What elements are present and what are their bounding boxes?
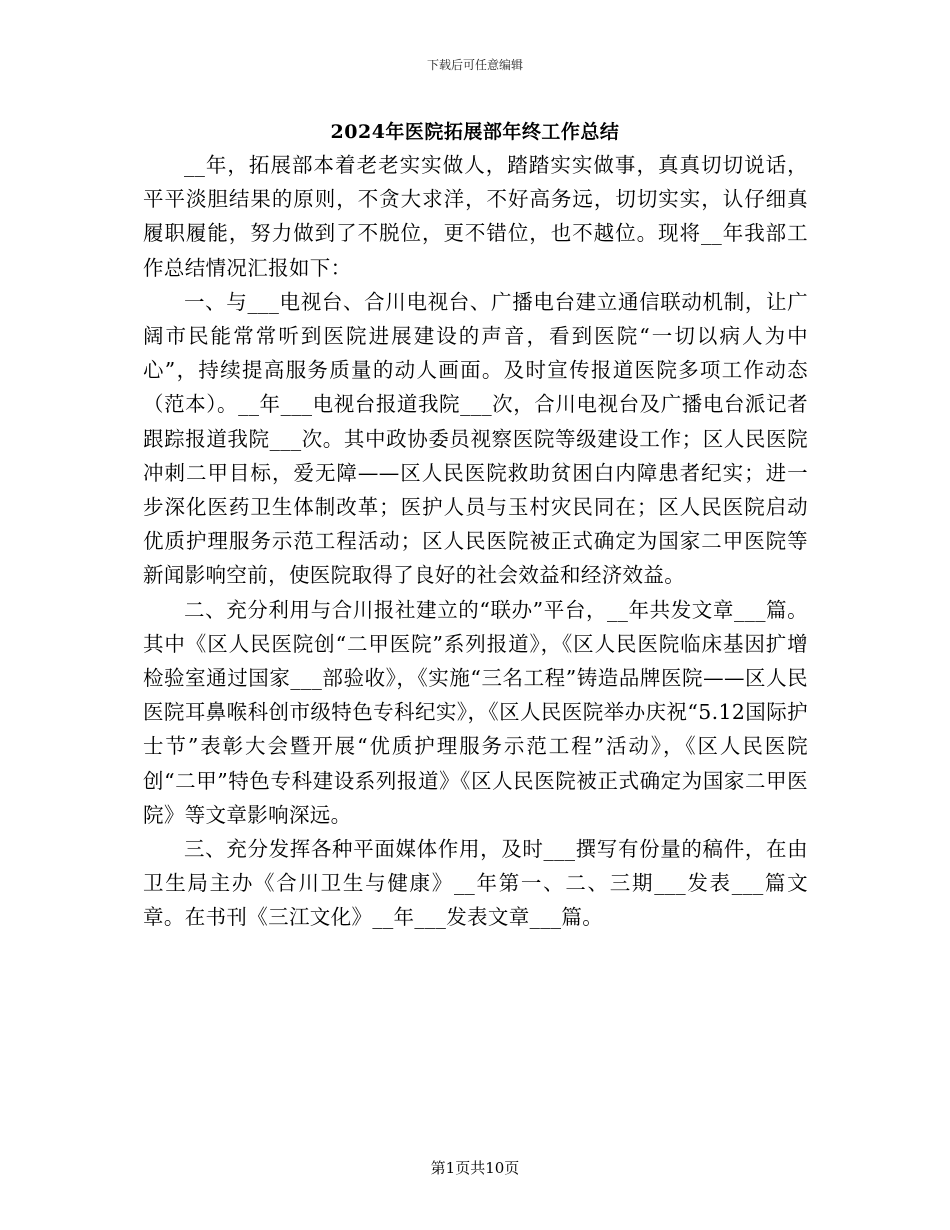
header-note: 下载后可任意编辑 bbox=[426, 58, 523, 72]
document-title: 2024年医院拓展部年终工作总结 bbox=[330, 121, 620, 143]
paragraph-section-3: 三、充分发挥各种平面媒体作用，及时___撰写有份量的稿件，在由卫生局主办《合川卫生与健康》__年第一、二、三期___发表___篇文章。在书刊《三江文化》__年___发表文章___篇。 bbox=[143, 837, 808, 930]
paragraph-section-2: 二、充分利用与合川报社建立的“联办”平台，__年共发文章___篇。其中《区人民医院创“二甲医院”系列报道》，《区人民医院临床基因扩增检验室通过国家___部验收》，《实施“三名工程”铸造品牌医院——区人民医院耳鼻喉科创市级特色专科纪实》，《区人民医院举办庆祝“5.12国际护士节”表彰大会暨开展“优质护理服务示范工程”活动》，《区人民医院创“二甲”特色专科建设系列报道》《区人民医院被正式确定为国家二甲医院》等文章影响深远。 bbox=[143, 597, 808, 827]
paragraph-section-1: 一、与___电视台、合川电视台、广播电台建立通信联动机制，让广阔市民能常常听到医院进展建设的声音，看到医院“一切以病人为中心”，持续提高服务质量的动人画面。及时宣传报道医院多项工作动态（范本）。__年___电视台报道我院___次，合川电视台及广播电台派记者跟踪报道我院___次。其中政协委员视察医院等级建设工作；区人民医院冲刺二甲目标，爱无障——区人民医院救助贫困白内障患者纪实；进一步深化医药卫生体制改革；医护人员与玉村灾民同在；区人民医院启动优质护理服务示范工程活动；区人民医院被正式确定为国家二甲医院等新闻影响空前，使医院取得了良好的社会效益和经济效益。 bbox=[143, 289, 808, 588]
page-number: 第1页共10页 bbox=[430, 1159, 520, 1177]
document-body bbox=[143, 148, 808, 935]
paragraph-intro: __年，拓展部本着老老实实做人，踏踏实实做事，真真切切说话，平平淡胆结果的原则，不贪大求洋，不好高务远，切切实实，认仔细真履职履能，努力做到了不脱位，更不错位，也不越位。现将__年我部工作总结情况汇报如下： bbox=[143, 153, 808, 280]
